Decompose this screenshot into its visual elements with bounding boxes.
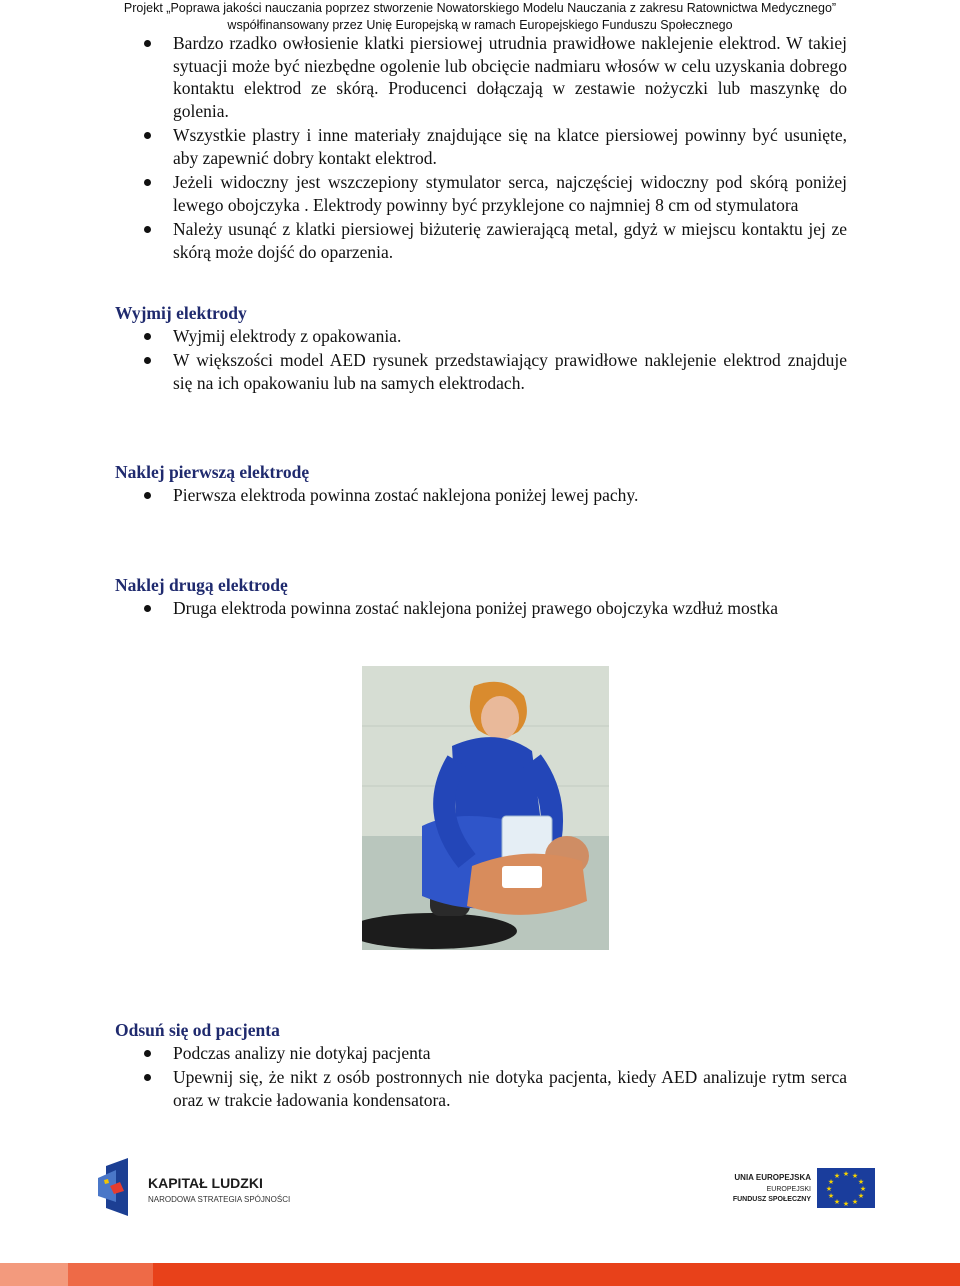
- list-item: W większości model AED rysunek przedstawiający prawidłowe naklejenie elektrod znajduje się na ich opakowaniu lub na samych elektrodach.: [115, 349, 847, 394]
- list-item: Pierwsza elektroda powinna zostać naklejona poniżej lewej pachy.: [115, 484, 847, 507]
- section-second-electrode: [115, 574, 847, 619]
- svg-text:★: ★: [851, 1172, 859, 1180]
- svg-text:★: ★: [827, 1178, 835, 1186]
- eu-flag-icon: [725, 1168, 877, 1210]
- eu-logo-line-1: UNIA EUROPEJSKA: [734, 1173, 811, 1182]
- svg-text:★: ★: [851, 1198, 859, 1206]
- kapital-ludzki-logo: [96, 1158, 296, 1218]
- list-item: Jeżeli widoczny jest wszczepiony stymulator serca, najczęściej widoczny pod skórą poniżej lewego obojczyka . Elektrody powinny być przyklejone co najmniej 8 cm od stymulatora: [115, 171, 847, 216]
- list-item: Należy usunąć z klatki piersiowej biżuterię zawierającą metal, gdyż w miejscu kontaktu jej ze skórą może dojść do oparzenia.: [115, 218, 847, 263]
- list-item: Podczas analizy nie dotykaj pacjenta: [115, 1042, 847, 1065]
- bullet-icon: [144, 605, 151, 612]
- svg-text:★: ★: [842, 1200, 850, 1208]
- kapital-ludzki-subtitle: NARODOWA STRATEGIA SPÓJNOŚCI: [148, 1195, 291, 1204]
- eu-logo-line-3: FUNDUSZ SPOŁECZNY: [732, 1196, 811, 1203]
- svg-text:★: ★: [857, 1192, 865, 1200]
- section-heading: Naklej pierwszą elektrodę: [115, 462, 310, 482]
- intro-bullet-list: [115, 32, 847, 263]
- section-remove-electrodes: [115, 302, 847, 394]
- bullet-list: [115, 484, 847, 507]
- kapital-ludzki-emblem-icon: [96, 1158, 296, 1218]
- svg-text:★: ★: [857, 1178, 865, 1186]
- bullet-icon: [144, 492, 151, 499]
- intro-section: [115, 32, 847, 263]
- section-heading: Odsuń się od pacjenta: [115, 1020, 280, 1040]
- bullet-icon: [144, 1074, 151, 1081]
- footer-bar-segment-light: [0, 1263, 68, 1286]
- bullet-icon: [144, 1050, 151, 1057]
- list-item: Bardzo rzadko owłosienie klatki piersiowej utrudnia prawidłowe naklejenie elektrod. W takiej sytuacji może być niezbędne ogolenie lub obcięcie nadmiaru włosów w celu uzyskania dobrego kontaktu elektrod ze skórą. Producenci dołączają w zestawie nożyczki lub maszynkę do golenia.: [115, 32, 847, 122]
- page-header: [0, 0, 960, 34]
- bullet-icon: [144, 132, 151, 139]
- bullet-icon: [144, 179, 151, 186]
- bullet-list: [115, 1042, 847, 1112]
- kapital-ludzki-title: KAPITAŁ LUDZKI: [148, 1175, 263, 1191]
- aed-training-illustration: [362, 666, 609, 950]
- bullet-icon: [144, 357, 151, 364]
- section-heading: Naklej drugą elektrodę: [115, 575, 288, 595]
- eu-social-fund-logo: [725, 1168, 877, 1210]
- svg-text:★: ★: [827, 1192, 835, 1200]
- bullet-icon: [144, 40, 151, 47]
- svg-text:★: ★: [825, 1185, 833, 1193]
- aed-training-photo: [362, 666, 609, 950]
- footer-bar-segment-mid: [68, 1263, 153, 1286]
- header-line-1: Projekt „Poprawa jakości nauczania poprzez stworzenie Nowatorskiego Modelu Nauczania z zakresu Ratownictwa Medycznego”: [123, 1, 837, 15]
- svg-text:★: ★: [859, 1185, 867, 1193]
- section-heading: Wyjmij elektrody: [115, 303, 247, 323]
- list-item: Wyjmij elektrody z opakowania.: [115, 325, 847, 348]
- bullet-icon: [144, 333, 151, 340]
- eu-logo-line-2: EUROPEJSKI: [766, 1186, 811, 1193]
- svg-text:★: ★: [842, 1170, 850, 1178]
- bullet-list: [115, 325, 847, 395]
- list-item: Wszystkie plastry i inne materiały znajdujące się na klatce piersiowej powinny być usunięte, aby zapewnić dobry kontakt elektrod.: [115, 124, 847, 169]
- list-item: Upewnij się, że nikt z osób postronnych nie dotyka pacjenta, kiedy AED analizuje rytm serca oraz w trakcie ładowania kondensatora.: [115, 1066, 847, 1111]
- svg-text:★: ★: [833, 1172, 841, 1180]
- list-item: Druga elektroda powinna zostać naklejona poniżej prawego obojczyka wzdłuż mostka: [115, 597, 847, 620]
- header-line-2: współfinansowany przez Unię Europejską w ramach Europejskiego Funduszu Społecznego: [227, 18, 733, 32]
- section-first-electrode: [115, 461, 847, 506]
- bullet-icon: [144, 226, 151, 233]
- section-stand-clear: [115, 1019, 847, 1111]
- footer-color-bar: [0, 1263, 960, 1286]
- bullet-list: [115, 597, 847, 620]
- svg-text:★: ★: [833, 1198, 841, 1206]
